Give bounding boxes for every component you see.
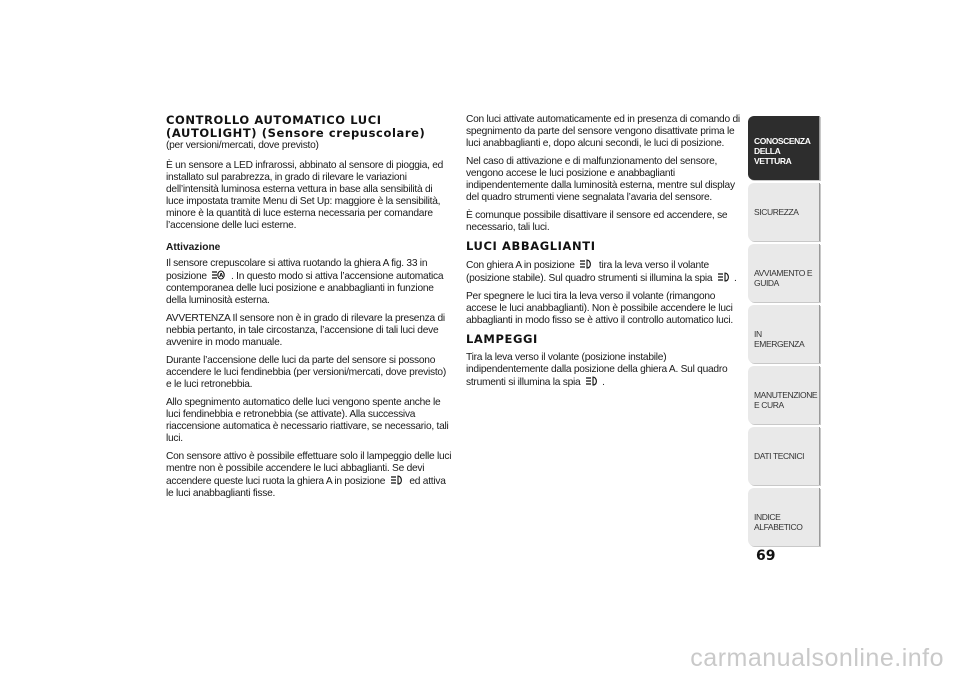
subsection-title-activation: Attivazione xyxy=(166,242,221,253)
paragraph-high-beam-off: Per spegnere le luci tira la leva verso il volante (rimangono accese le luci anabbaglianti). Non è possibile accendere le luci abbaglianti in modo fisso se è attivo il controllo automatico luci. xyxy=(466,291,733,326)
high-beam-icon xyxy=(579,259,593,269)
paragraph-disable-sensor: È comunque possibile disattivare il sensore ed accendere, se necessario, tali luci. xyxy=(466,210,728,233)
section-subtitle: (per versioni/mercati, dove previsto) xyxy=(166,140,319,151)
tab-dati-tecnici[interactable]: DATI TECNICI xyxy=(748,427,820,485)
high-beam-icon xyxy=(390,475,404,485)
right-column xyxy=(466,114,744,395)
section-title-flash: LAMPEGGI xyxy=(466,332,538,346)
tab-indice-alfabetico[interactable]: INDICE ALFABETICO xyxy=(748,488,820,546)
paragraph-high-beam-on: Con ghiera A in posizione tira la leva verso il volante (posizione stabile). Sul quadro strumenti si illumina la spia . xyxy=(466,260,737,284)
tab-avviamento-e-guida[interactable]: AVVIAMENTO E GUIDA xyxy=(748,244,820,302)
paragraph-flash: Tira la leva verso il volante (posizione instabile) indipendentemente dalla posizione della ghiera A. Sul quadro strumenti si illumina la spia . xyxy=(466,352,728,388)
high-beam-icon xyxy=(717,272,731,282)
auto-headlight-icon xyxy=(211,270,225,280)
chapter-tabs xyxy=(748,116,820,549)
tab-manutenzione-e-cura[interactable]: MANUTENZIONE E CURA xyxy=(748,366,820,424)
paragraph-malfunction: Nel caso di attivazione e di malfunzionamento del sensore, vengono accese le luci posizione e anabbaglianti indipendentemente dalla luminosità esterna, mentre sul display del quadro strumenti viene segnalata l’avaria del sensore. xyxy=(466,156,735,203)
paragraph-warning-fog: AVVERTENZA Il sensore non è in grado di rilevare la presenza di nebbia pertanto, in tale circostanza, l’accensione di tali luci deve avvenire in modo manuale. xyxy=(166,313,445,348)
high-beam-icon xyxy=(585,376,599,386)
paragraph-activation: Il sensore crepuscolare si attiva ruotando la ghiera A fig. 33 in posizione A . In questo modo si attiva l’accensione automatica contemporanea delle luci posizione e anabbaglianti in funzione della luminosità esterna. xyxy=(166,258,444,306)
left-column xyxy=(166,114,452,506)
watermark: carmanualsonline.info xyxy=(690,644,944,672)
tab-conoscenza-della-vettura[interactable]: CONOSCENZA DELLA VETTURA xyxy=(748,116,820,180)
section-title-autolight: CONTROLLO AUTOMATICO LUCI (AUTOLIGHT) (Sensore crepuscolare) xyxy=(166,113,426,140)
paragraph-flash-only: Con sensore attivo è possibile effettuare solo il lampeggio delle luci mentre non è possibile accendere le luci abbaglianti. Se devi accendere queste luci ruota la ghiera A in posizione ed attiva le luci anabbaglianti fisse. xyxy=(166,451,452,499)
paragraph-auto-shutdown: Con luci attivate automaticamente ed in presenza di comando di spegnimento da parte del sensore vengono disattivate prima le luci anabbaglianti e, dopo alcuni secondi, le luci di posizione. xyxy=(466,114,740,149)
paragraph-sensor-description: È un sensore a LED infrarossi, abbinato al sensore di pioggia, ed installato sul parabrezza, in grado di rilevare le variazioni dell’intensità luminosa esterna vettura in base alla sensibilità di luce impostata tramite Menu di Set Up: maggiore è la sensibilità, minore è la quantità di luce esterna necessaria per comandare l’accensione delle luci esterne. xyxy=(166,160,444,231)
page-number: 69 xyxy=(756,548,776,564)
svg-text:A: A xyxy=(219,273,224,279)
paragraph-auto-off: Allo spegnimento automatico delle luci vengono spente anche le luci fendinebbia e retronebbia (se attivate). Alla successiva riaccensione automatica è necessario riattivare, se necessario, tali luci. xyxy=(166,397,449,444)
section-title-high-beam: LUCI ABBAGLIANTI xyxy=(466,239,596,253)
tab-sicurezza[interactable]: SICUREZZA xyxy=(748,183,820,241)
paragraph-fog-lights: Durante l’accensione delle luci da parte del sensore si possono accendere le luci fendinebbia (per versioni/mercati, dove previsto) e le luci retronebbia. xyxy=(166,355,446,390)
tab-in-emergenza[interactable]: IN EMERGENZA xyxy=(748,305,820,363)
